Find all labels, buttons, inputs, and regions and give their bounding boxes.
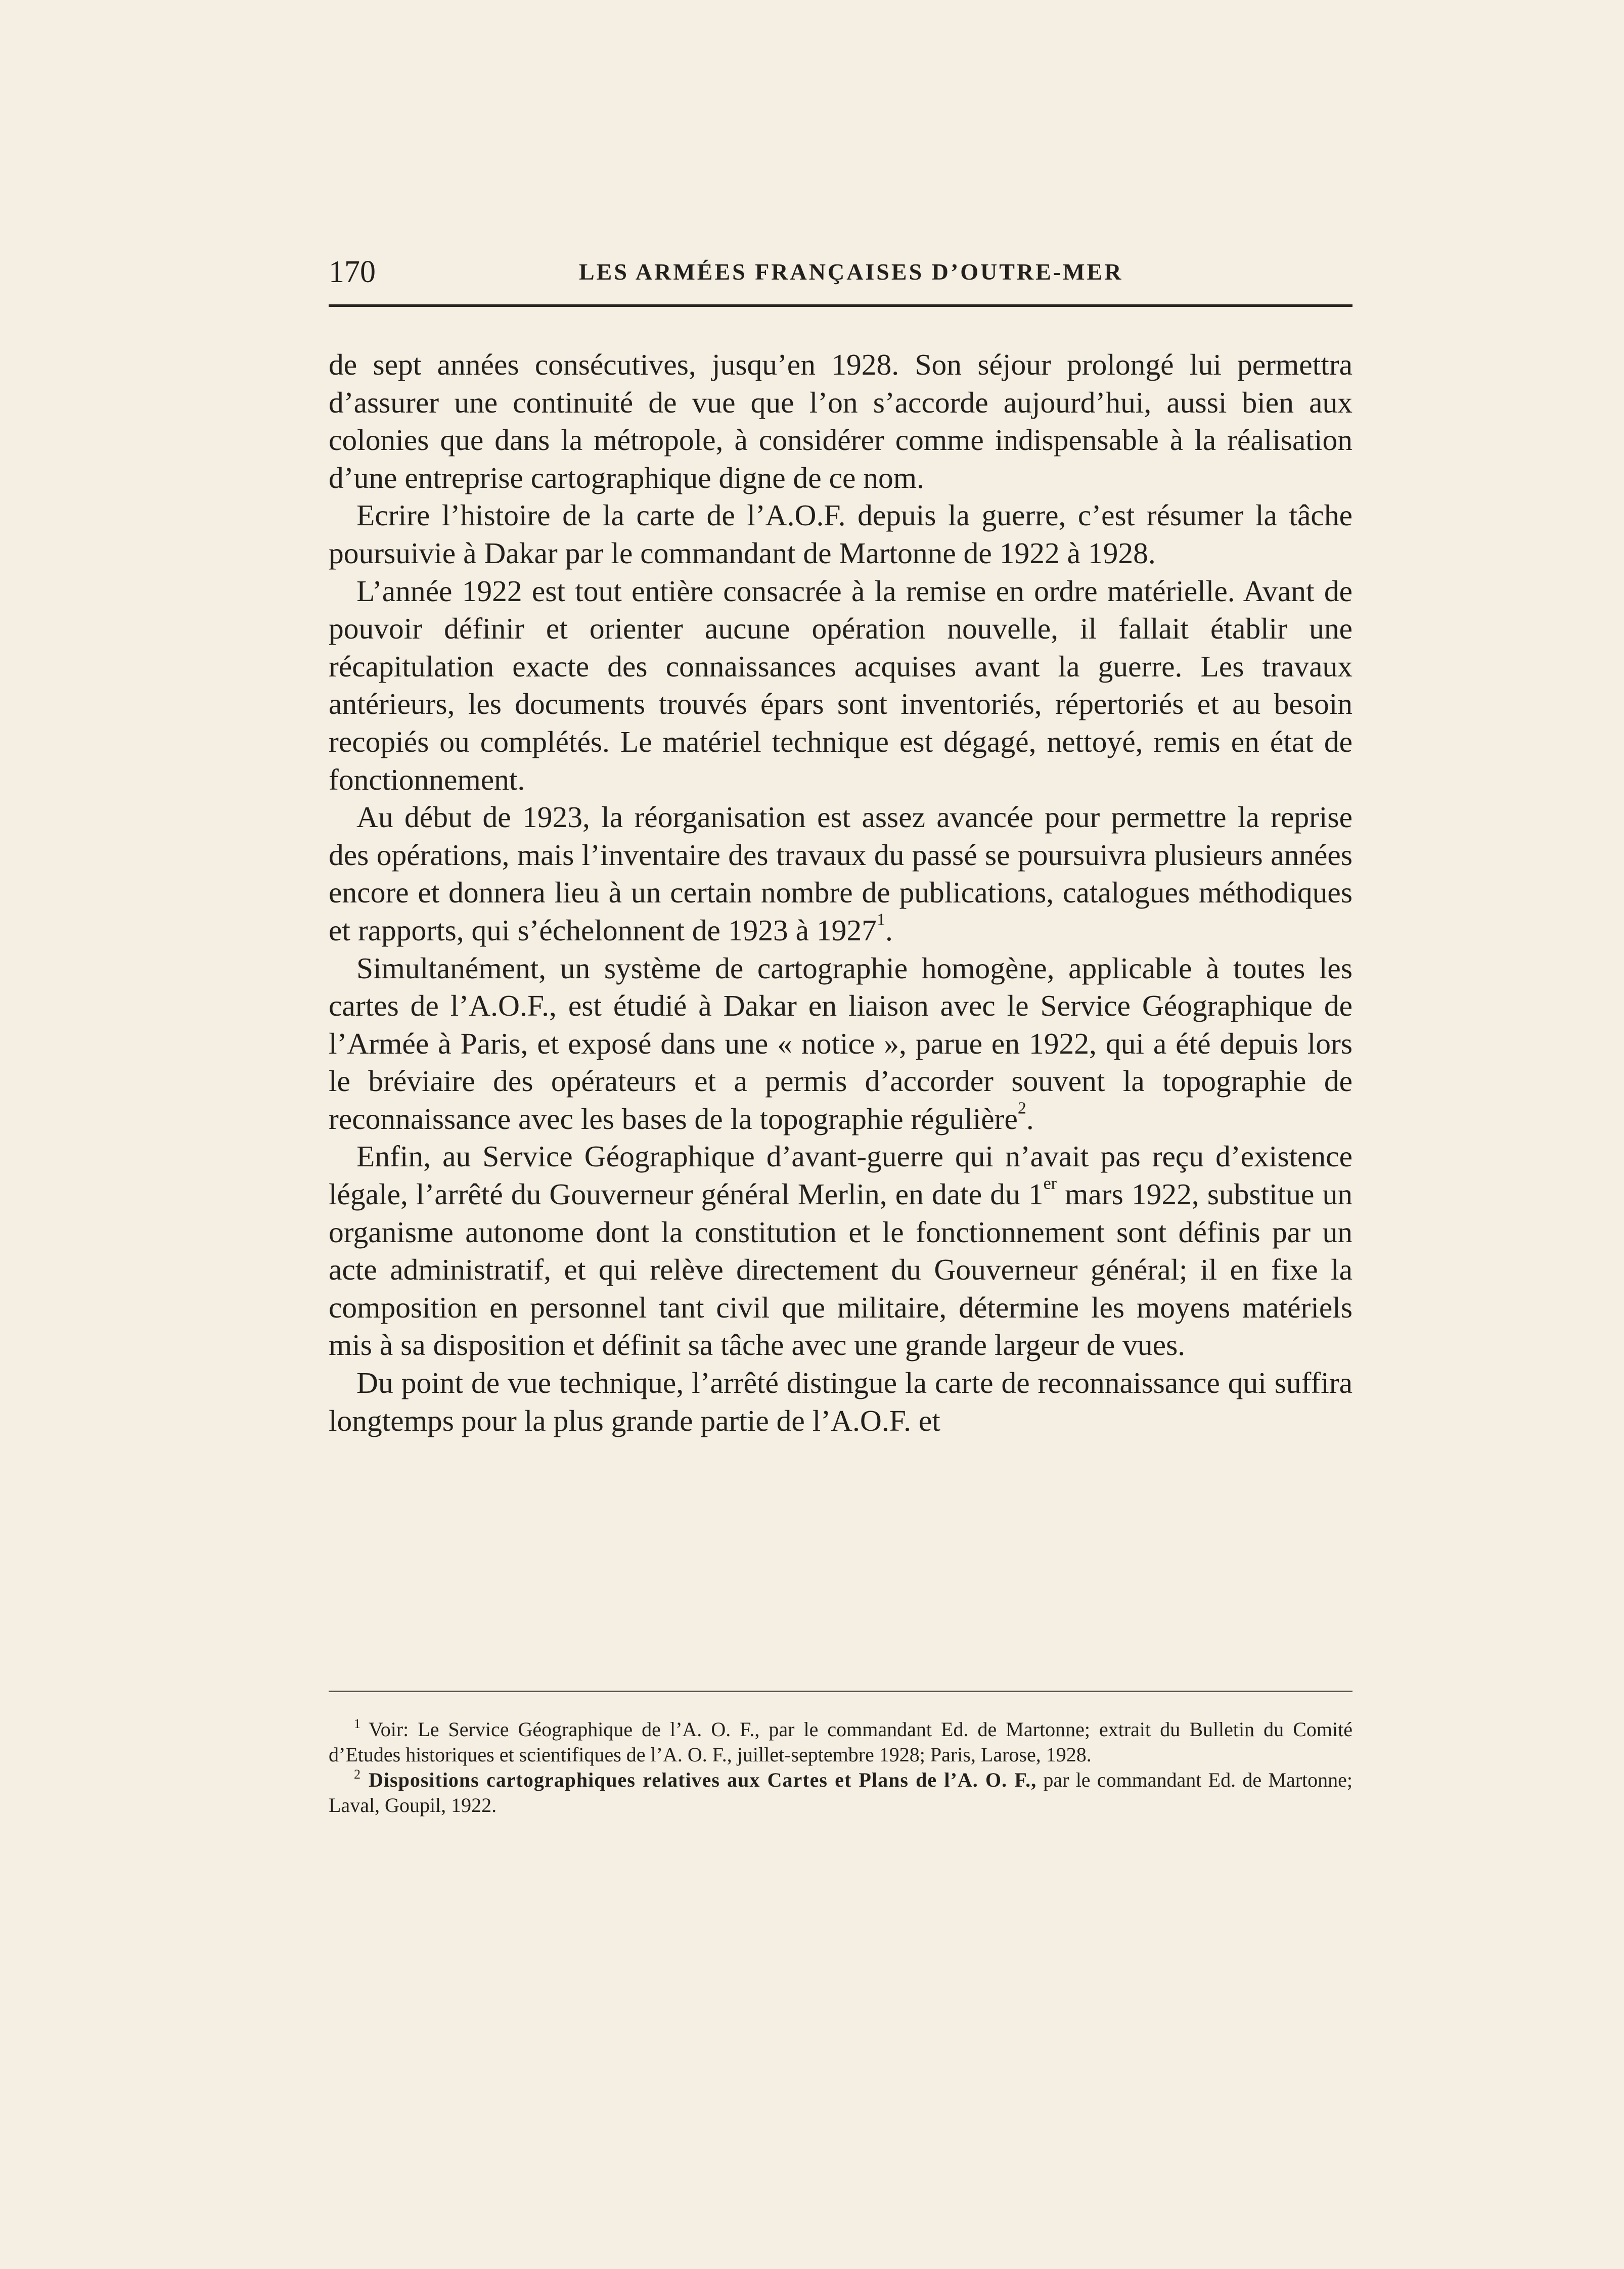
paragraph-text: Simultanément, un système de cartographie homogène, applicable à toutes les cartes de l’A.O.F., est étudié à Dakar en liaison avec le Service Géographique de l’Armée à Paris, et exposé dans une « notice », parue en 1922, qui a été depuis lors le bréviaire des opérateurs et a permis d’accorder souvent la topographie de reconnaissance avec les bases de la topographie régulière bbox=[329, 951, 1352, 1136]
paragraph-point-de-vue: Du point de vue technique, l’arrêté distingue la carte de reconnaissance qui suffira longtemps pour la plus grande partie de l’A.O.F. et bbox=[329, 1366, 1352, 1437]
ordinal-superscript: er bbox=[1043, 1174, 1057, 1193]
paragraph-end: . bbox=[885, 913, 893, 947]
footnote-1-text: Voir: Le Service Géographique de l’A. O. F., par le commandant Ed. de Martonne; extrait du Bulletin du Comité d’Etudes historiques et scientifiques de l’A. O. F., juillet-septembre 1928; Paris, Larose, 1928. bbox=[329, 1718, 1352, 1766]
running-title: LES ARMÉES FRANÇAISES D’OUTRE-MER bbox=[579, 259, 1123, 285]
paragraph-end: . bbox=[1026, 1102, 1034, 1136]
paragraph-histoire: Ecrire l’histoire de la carte de l’A.O.F. depuis la guerre, c’est résumer la tâche poursuivie à Dakar par le commandant de Martonne de 1922 à 1928. bbox=[329, 498, 1352, 570]
footnote-rule bbox=[329, 1691, 1352, 1692]
footnotes bbox=[329, 1717, 1352, 1818]
body-text bbox=[329, 346, 1352, 1439]
paragraph-text: Au début de 1923, la réorganisation est assez avancée pour permettre la reprise des opérations, mais l’inventaire des travaux du passé se poursuivra plusieurs années encore et donnera lieu à un certain nombre de publications, catalogues méthodiques et rapports, qui s’échelonnent de 1923 à 1927 bbox=[329, 800, 1352, 947]
footnote-2-mark: 2 bbox=[354, 1767, 360, 1782]
paragraph-simultanement bbox=[329, 949, 1352, 1138]
footnote-1 bbox=[329, 1717, 1352, 1767]
paragraph-annee-1922: L’année 1922 est tout entière consacrée à la remise en ordre matérielle. Avant de pouvoir définir et orienter aucune opération nouvelle, il fallait établir une récapitulation exacte des connaissances acquises avant la guerre. Les travaux antérieurs, les documents trouvés épars sont inventoriés, répertoriés et au besoin recopiés ou complétés. Le matériel technique est dégagé, nettoyé, remis en état de fonctionnement. bbox=[329, 574, 1352, 796]
footnote-1-mark: 1 bbox=[354, 1716, 360, 1732]
paragraph-debut-1923 bbox=[329, 798, 1352, 949]
page-number: 170 bbox=[329, 255, 376, 289]
footnote-2 bbox=[329, 1767, 1352, 1818]
paragraph-text: Enfin, au Service Géographique d’avant-guerre qui n’avait pas reçu d’existence légale, l’arrêté du Gouverneur général Merlin, en date du 1 bbox=[329, 1140, 1352, 1211]
paragraph-enfin bbox=[329, 1138, 1352, 1364]
running-header bbox=[329, 252, 1352, 292]
footnote-2-text: par le commandant Ed. de Martonne; Laval, Goupil, 1922. bbox=[329, 1768, 1352, 1817]
paragraph-continuation: de sept années consécutives, jusqu’en 1928. Son séjour prolongé lui permettra d’assurer une continuité de vue que l’on s’accorde aujourd’hui, aussi bien aux colonies que dans la métropole, à considérer comme indispensable à la réalisation d’une entreprise cartographique digne de ce nom. bbox=[329, 348, 1352, 494]
footnote-ref-2[interactable]: 2 bbox=[1017, 1099, 1026, 1118]
footnote-ref-1[interactable]: 1 bbox=[876, 910, 885, 929]
footnote-2-title: Dispositions cartographiques relatives aux Cartes et Plans de l’A. O. F., bbox=[369, 1768, 1037, 1791]
paragraph-text-cont: mars 1922, substitue un organisme autonome dont la constitution et le fonctionnement sont définis par un acte administratif, et qui relève directement du Gouverneur général; il en fixe la composition en personnel tant civil que militaire, détermine les moyens matériels mis à sa disposition et définit sa tâche avec une grande largeur de vues. bbox=[329, 1177, 1352, 1362]
header-rule bbox=[329, 304, 1352, 307]
